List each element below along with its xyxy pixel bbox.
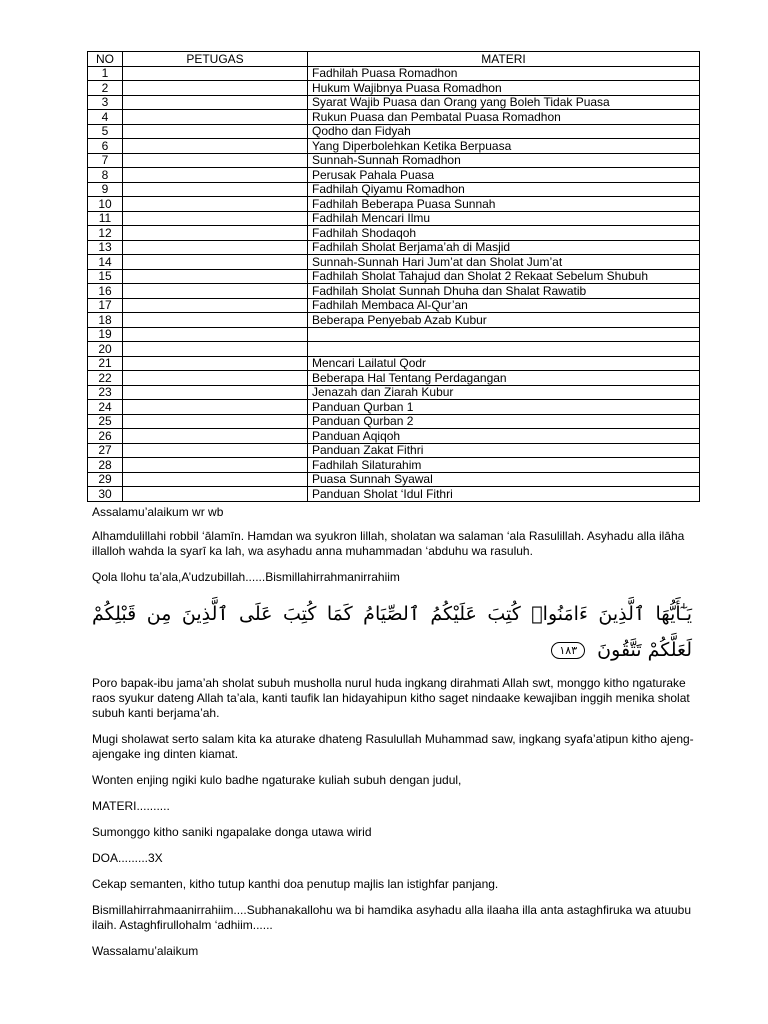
row-petugas (123, 327, 308, 342)
header-materi: MATERI (308, 52, 700, 67)
row-no: 16 (88, 284, 123, 299)
row-no: 27 (88, 443, 123, 458)
table-row (88, 110, 700, 125)
row-materi: Fadhilah Beberapa Puasa Sunnah (308, 197, 700, 212)
row-materi: Perusak Pahala Puasa (308, 168, 700, 183)
row-materi (308, 342, 700, 357)
header-no: NO (88, 52, 123, 67)
arabic-verse-text: يَـٰٓأَيُّهَا ٱلَّذِينَ ءَامَنُوا۟ كُتِبَ عَلَيْكُمُ ٱلصِّيَامُ كَمَا كُتِبَ عَلَى ٱلَّذِينَ مِن قَبْلِكُمْ لَعَلَّكُمْ تَتَّقُونَ (92, 603, 692, 661)
row-materi: Fadhilah Membaca Al-Qur’an (308, 298, 700, 313)
judul-paragraph: Wonten enjing ngiki kulo badhe ngaturake kuliah subuh dengan judul, (92, 773, 462, 787)
row-petugas (123, 110, 308, 125)
table-row (88, 487, 700, 502)
row-materi: Fadhilah Qiyamu Romadhon (308, 182, 700, 197)
table-row (88, 342, 700, 357)
row-petugas (123, 385, 308, 400)
row-materi (308, 327, 700, 342)
tasbih-paragraph: Bismillahirrahmaanirrahiim....Subhanakallohu wa bi hamdika asyhadu alla ilaaha illa anta astaghfiruka wa atuubu ilaih. Astaghfirullohalm ‘adhiim...... (92, 903, 692, 932)
table-row (88, 356, 700, 371)
doa-line: DOA.........3X (92, 851, 163, 865)
row-petugas (123, 197, 308, 212)
row-petugas (123, 66, 308, 81)
row-petugas (123, 95, 308, 110)
row-no: 13 (88, 240, 123, 255)
closing-line: Wassalamu’alaikum (92, 944, 199, 958)
intro-paragraph: Poro bapak-ibu jama’ah sholat subuh musholla nurul huda ingkang dirahmati Allah swt, monggo kitho ngaturake raos syukur dateng Allah ta’ala, kanti taufik lan hidayahipun kitho saget nindaake kewajiban inggih menika sholat subuh kanti berjama’ah. (92, 676, 690, 720)
row-petugas (123, 342, 308, 357)
row-no: 17 (88, 298, 123, 313)
row-petugas (123, 313, 308, 328)
row-petugas (123, 298, 308, 313)
row-no: 12 (88, 226, 123, 241)
row-no: 5 (88, 124, 123, 139)
row-materi: Puasa Sunnah Syawal (308, 472, 700, 487)
row-no: 2 (88, 81, 123, 96)
ayah-number-mark: ١٨٣ (551, 642, 585, 659)
row-materi: Panduan Qurban 2 (308, 414, 700, 429)
row-materi: Beberapa Hal Tentang Perdagangan (308, 371, 700, 386)
row-no: 28 (88, 458, 123, 473)
row-petugas (123, 429, 308, 444)
table-row (88, 371, 700, 386)
row-no: 24 (88, 400, 123, 415)
table-row (88, 429, 700, 444)
row-no: 8 (88, 168, 123, 183)
row-petugas (123, 211, 308, 226)
table-row (88, 458, 700, 473)
row-no: 26 (88, 429, 123, 444)
row-materi: Yang Diperbolehkan Ketika Berpuasa (308, 139, 700, 154)
row-materi: Beberapa Penyebab Azab Kubur (308, 313, 700, 328)
row-petugas (123, 240, 308, 255)
row-petugas (123, 284, 308, 299)
row-no: 4 (88, 110, 123, 125)
row-materi: Panduan Sholat ‘Idul Fithri (308, 487, 700, 502)
row-no: 29 (88, 472, 123, 487)
header-petugas: PETUGAS (123, 52, 308, 67)
table-row (88, 168, 700, 183)
table-row (88, 313, 700, 328)
row-no: 7 (88, 153, 123, 168)
row-materi: Panduan Zakat Fithri (308, 443, 700, 458)
table-row (88, 226, 700, 241)
row-materi: Panduan Qurban 1 (308, 400, 700, 415)
row-materi: Rukun Puasa dan Pembatal Puasa Romadhon (308, 110, 700, 125)
row-no: 21 (88, 356, 123, 371)
row-petugas (123, 124, 308, 139)
materi-line: MATERI.......... (92, 799, 170, 813)
row-petugas (123, 139, 308, 154)
row-materi: Fadhilah Puasa Romadhon (308, 66, 700, 81)
table-row (88, 298, 700, 313)
sholawat-paragraph: Mugi sholawat serto salam kita ka aturake dhateng Rasulullah Muhammad saw, ingkang syafa’atipun kitho ajeng-ajengake ing dinten kiamat. (92, 732, 694, 761)
table-row (88, 443, 700, 458)
row-no: 15 (88, 269, 123, 284)
qola-line: Qola llohu ta’ala,A’udzubillah......Bismillahirrahmanirrahiim (92, 570, 400, 584)
doa-paragraph: Sumonggo kitho saniki ngapalake donga utawa wirid (92, 825, 372, 839)
row-petugas (123, 400, 308, 415)
table-row (88, 197, 700, 212)
table-row (88, 66, 700, 81)
row-petugas (123, 182, 308, 197)
row-no: 30 (88, 487, 123, 502)
row-no: 3 (88, 95, 123, 110)
row-materi: Mencari Lailatul Qodr (308, 356, 700, 371)
row-no: 23 (88, 385, 123, 400)
greeting: Assalamu’alaikum wr wb (92, 505, 224, 519)
row-no: 1 (88, 66, 123, 81)
table-row (88, 400, 700, 415)
row-materi: Qodho dan Fidyah (308, 124, 700, 139)
table-header-row (88, 52, 700, 67)
table-row (88, 124, 700, 139)
row-no: 9 (88, 182, 123, 197)
table-row (88, 269, 700, 284)
row-petugas (123, 269, 308, 284)
row-materi: Hukum Wajibnya Puasa Romadhon (308, 81, 700, 96)
row-petugas (123, 487, 308, 502)
sermon-text (92, 505, 704, 970)
row-petugas (123, 153, 308, 168)
row-materi: Fadhilah Shodaqoh (308, 226, 700, 241)
table-row (88, 182, 700, 197)
table-row (88, 139, 700, 154)
table-row (88, 95, 700, 110)
row-petugas (123, 472, 308, 487)
row-materi: Fadhilah Silaturahim (308, 458, 700, 473)
row-materi: Panduan Aqiqoh (308, 429, 700, 444)
table-row (88, 284, 700, 299)
table-row (88, 385, 700, 400)
row-petugas (123, 356, 308, 371)
row-materi: Fadhilah Sholat Sunnah Dhuha dan Shalat Rawatib (308, 284, 700, 299)
table-row (88, 414, 700, 429)
row-no: 22 (88, 371, 123, 386)
row-materi: Fadhilah Sholat Berjama’ah di Masjid (308, 240, 700, 255)
row-no: 20 (88, 342, 123, 357)
arabic-verse (92, 596, 704, 668)
row-no: 25 (88, 414, 123, 429)
row-no: 6 (88, 139, 123, 154)
row-materi: Fadhilah Mencari Ilmu (308, 211, 700, 226)
row-no: 10 (88, 197, 123, 212)
row-petugas (123, 371, 308, 386)
opening-paragraph: Alhamdulillahi robbil ‘ālamīn. Hamdan wa syukron lillah, sholatan wa salaman ‘ala Rasulillah. Asyhadu alla ilāha illalloh wahda la syarī ka lah, wa asyhadu anna muhammadan ‘abduhu wa rasuluh. (92, 529, 685, 558)
row-no: 14 (88, 255, 123, 270)
table-row (88, 81, 700, 96)
row-petugas (123, 414, 308, 429)
row-no: 11 (88, 211, 123, 226)
row-materi: Sunnah-Sunnah Hari Jum’at dan Sholat Jum’at (308, 255, 700, 270)
table-row (88, 255, 700, 270)
row-petugas (123, 226, 308, 241)
row-petugas (123, 168, 308, 183)
penutup-paragraph: Cekap semanten, kitho tutup kanthi doa penutup majlis lan istighfar panjang. (92, 877, 499, 891)
row-no: 18 (88, 313, 123, 328)
table-row (88, 153, 700, 168)
table-row (88, 211, 700, 226)
row-materi: Jenazah dan Ziarah Kubur (308, 385, 700, 400)
table-row (88, 472, 700, 487)
row-no: 19 (88, 327, 123, 342)
row-materi: Fadhilah Sholat Tahajud dan Sholat 2 Rekaat Sebelum Shubuh (308, 269, 700, 284)
row-petugas (123, 255, 308, 270)
schedule-table (87, 51, 700, 502)
table-row (88, 240, 700, 255)
table-body (88, 66, 700, 501)
row-materi: Sunnah-Sunnah Romadhon (308, 153, 700, 168)
table-row (88, 327, 700, 342)
row-petugas (123, 443, 308, 458)
row-materi: Syarat Wajib Puasa dan Orang yang Boleh Tidak Puasa (308, 95, 700, 110)
row-petugas (123, 458, 308, 473)
row-petugas (123, 81, 308, 96)
